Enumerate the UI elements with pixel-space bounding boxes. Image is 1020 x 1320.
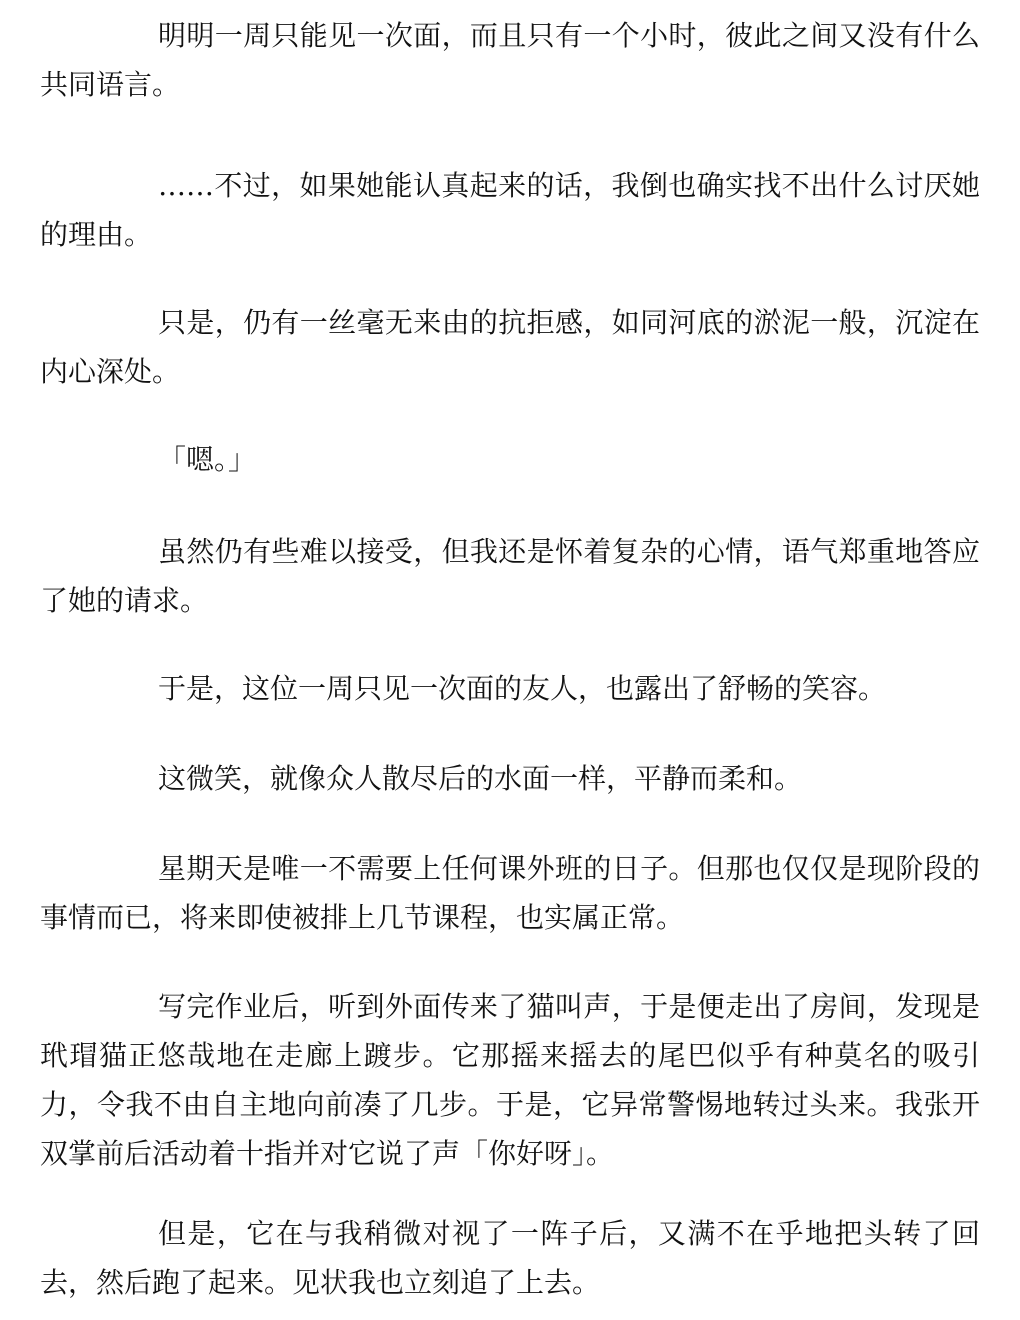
paragraph: 「嗯。」 bbox=[158, 443, 257, 476]
paragraph: 星期天是唯一不需要上任何课外班的日子。但那也仅仅是现阶段的事情而已，将来即使被排上几节课程，也实属正常。 bbox=[40, 852, 980, 934]
paragraph: 于是，这位一周只见一次面的友人，也露出了舒畅的笑容。 bbox=[158, 672, 887, 705]
paragraph: 这微笑，就像众人散尽后的水面一样，平静而柔和。 bbox=[158, 762, 803, 795]
paragraph: 只是，仍有一丝毫无来由的抗拒感，如同河底的淤泥一般，沉淀在内心深处。 bbox=[40, 306, 980, 388]
paragraph: 写完作业后，听到外面传来了猫叫声，于是便走出了房间，发现是玳瑁猫正悠哉地在走廊上踱步。它那摇来摇去的尾巴似乎有种莫名的吸引力，令我不由自主地向前凑了几步。于是，它异常警惕地转过头来。我张开双掌前后活动着十指并对它说了声「你好呀」。 bbox=[40, 990, 980, 1170]
document-page bbox=[40, 0, 980, 1320]
paragraph: 虽然仍有些难以接受，但我还是怀着复杂的心情，语气郑重地答应了她的请求。 bbox=[40, 535, 980, 617]
paragraph: 但是，它在与我稍微对视了一阵子后，又满不在乎地把头转了回去，然后跑了起来。见状我也立刻追了上去。 bbox=[40, 1217, 980, 1299]
paragraph: ……不过，如果她能认真起来的话，我倒也确实找不出什么讨厌她的理由。 bbox=[40, 169, 980, 251]
paragraph: 明明一周只能见一次面，而且只有一个小时，彼此之间又没有什么共同语言。 bbox=[40, 19, 980, 101]
